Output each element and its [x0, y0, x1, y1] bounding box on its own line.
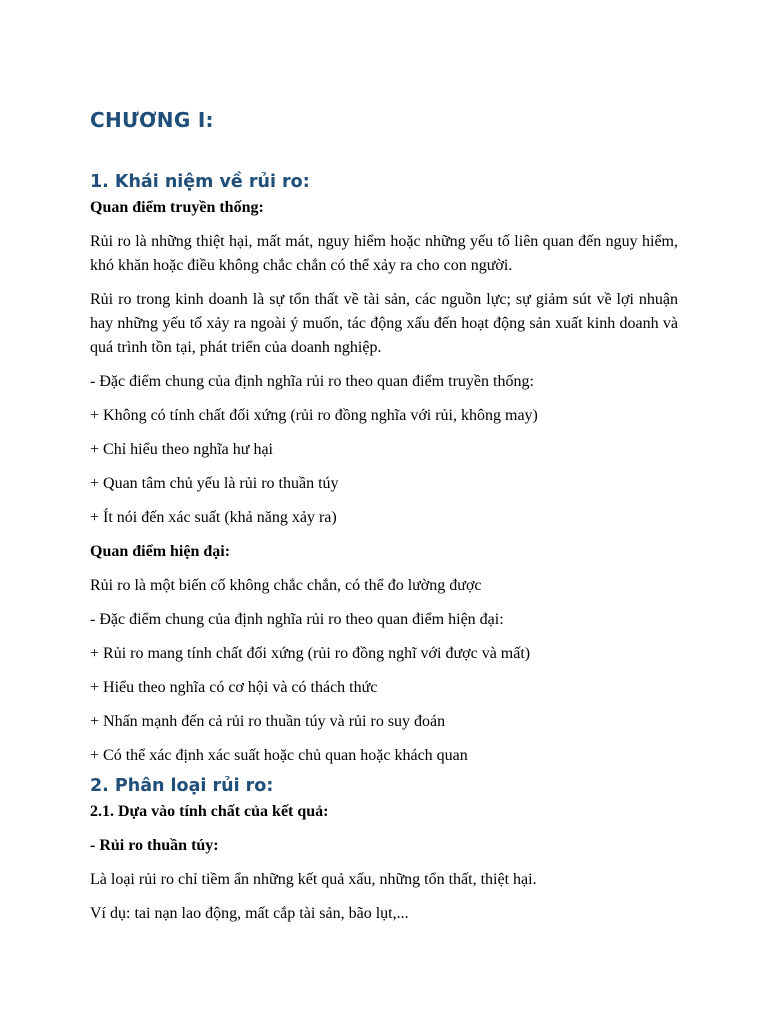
traditional-features-intro: - Đặc điểm chung của định nghĩa rủi ro theo quan điểm truyền thống: [90, 373, 534, 390]
section-heading-2: 2. Phân loại rủi ro: [90, 776, 274, 796]
traditional-view-heading: Quan điểm truyền thống: [90, 199, 264, 216]
list-item: + Nhấn mạnh đến cả rủi ro thuần túy và rủi ro suy đoán [90, 713, 446, 730]
list-item: + Không có tính chất đối xứng (rủi ro đồng nghĩa với rủi, không may) [90, 407, 538, 424]
list-item: + Quan tâm chủ yếu là rủi ro thuần túy [90, 475, 339, 492]
list-item: + Rủi ro mang tính chất đối xứng (rủi ro đồng nghĩ với được và mất) [90, 645, 531, 662]
list-item: + Chỉ hiểu theo nghĩa hư hại [90, 441, 273, 458]
pure-risk-heading: - Rủi ro thuần túy: [90, 837, 219, 854]
list-item: + Ít nói đến xác suất (khả năng xảy ra) [90, 509, 337, 526]
list-item: + Hiểu theo nghĩa có cơ hội và có thách thức [90, 679, 378, 696]
document-body [90, 106, 678, 936]
paragraph-modern-definition: Rủi ro là một biến cố không chắc chắn, có thể đo lường được [90, 577, 482, 594]
paragraph-risk-definition: Rủi ro là những thiệt hại, mất mát, nguy hiểm hoặc những yếu tố liên quan đến nguy hiểm, khó khăn hoặc điều không chắc chắn có thể xảy ra cho con người. [90, 233, 678, 274]
chapter-title: CHƯƠNG I: [90, 108, 214, 132]
modern-view-heading: Quan điểm hiện đại: [90, 543, 231, 560]
modern-features-intro: - Đặc điểm chung của định nghĩa rủi ro theo quan điểm hiện đại: [90, 611, 504, 628]
subsection-heading-2-1: 2.1. Dựa vào tính chất của kết quả: [90, 803, 329, 820]
section-heading-1: 1. Khái niệm về rủi ro: [90, 172, 310, 192]
paragraph-example: Ví dụ: tai nạn lao động, mất cắp tài sản, bão lụt,... [90, 905, 409, 922]
paragraph-business-risk: Rủi ro trong kinh doanh là sự tổn thất về tài sản, các nguồn lực; sự giảm sút về lợi nhuận hay những yếu tố xảy ra ngoài ý muốn, tác động xấu đến hoạt động sản xuất kinh doanh và quá trình tồn tại, phát triển của doanh nghiệp. [90, 291, 678, 356]
list-item: + Có thể xác định xác suất hoặc chủ quan hoặc khách quan [90, 747, 468, 764]
paragraph-pure-risk: Là loại rủi ro chỉ tiềm ẩn những kết quả xấu, những tổn thất, thiệt hại. [90, 871, 537, 888]
